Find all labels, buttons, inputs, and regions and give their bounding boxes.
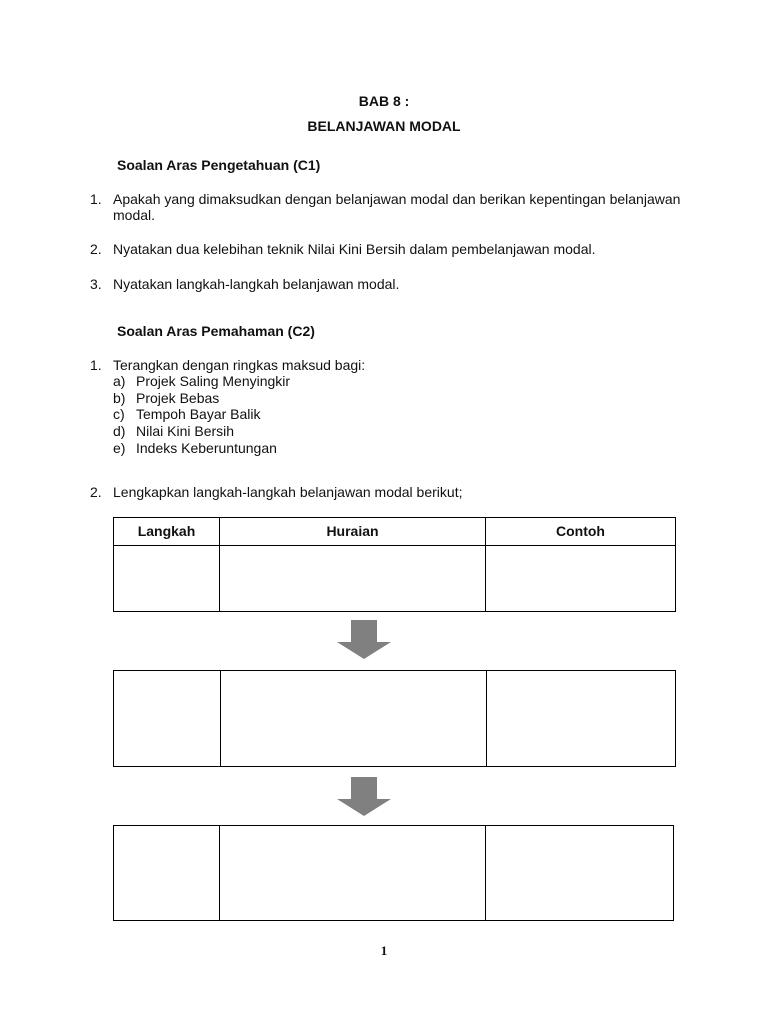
down-arrow-icon xyxy=(337,777,391,817)
section-heading-c1: Soalan Aras Pengetahuan (C1) xyxy=(117,157,321,173)
item-text: Nilai Kini Bersih xyxy=(136,423,235,440)
question-text: Nyatakan dua kelebihan teknik Nilai Kini Bersih dalam pembelanjawan modal. xyxy=(113,241,596,257)
question-text: Lengkapkan langkah-langkah belanjawan modal berikut; xyxy=(113,484,463,500)
question-number: 2. xyxy=(90,484,102,500)
item-text: Projek Saling Menyingkir xyxy=(136,373,291,389)
question-text: Apakah yang dimaksudkan dengan belanjawan modal dan berikan kepentingan belanjawan modal. xyxy=(113,191,681,223)
question-c1-2 xyxy=(90,241,690,257)
question-c2-2 xyxy=(90,484,690,500)
column-divider xyxy=(486,671,487,766)
item-label: c) xyxy=(113,406,125,423)
question-number: 1. xyxy=(90,357,102,373)
item-label: b) xyxy=(113,389,126,406)
header-divider xyxy=(114,545,675,546)
question-number: 3. xyxy=(90,276,102,292)
item-text: Indeks Keberuntungan xyxy=(136,439,277,456)
down-arrow-icon xyxy=(337,620,391,660)
item-text: Tempoh Bayar Balik xyxy=(136,406,261,423)
column-divider xyxy=(220,671,221,766)
step-table-3 xyxy=(113,825,674,921)
question-number: 2. xyxy=(90,241,102,257)
question-c1-1 xyxy=(90,191,690,223)
step-table-1 xyxy=(113,517,676,612)
question-text: Nyatakan langkah-langkah belanjawan modal. xyxy=(113,276,400,292)
table-header-contoh: Contoh xyxy=(556,523,605,539)
question-c2-1 xyxy=(90,357,690,373)
question-text: Terangkan dengan ringkas maksud bagi: xyxy=(113,357,366,373)
table-header-langkah: Langkah xyxy=(137,523,196,539)
item-label: a) xyxy=(113,373,126,389)
step-table-2 xyxy=(113,670,676,767)
question-c1-3 xyxy=(90,276,690,292)
page-number: 1 xyxy=(380,943,388,958)
table-header-huraian: Huraian xyxy=(326,523,379,539)
chapter-label: BAB 8 : xyxy=(358,93,410,109)
document-title: BELANJAWAN MODAL xyxy=(307,118,461,134)
item-text: Projek Bebas xyxy=(136,389,220,406)
column-divider xyxy=(485,826,486,920)
question-number: 1. xyxy=(90,191,102,207)
column-divider xyxy=(219,826,220,920)
item-label: d) xyxy=(113,423,126,440)
section-heading-c2: Soalan Aras Pemahaman (C2) xyxy=(117,323,315,339)
item-label: e) xyxy=(113,439,126,456)
